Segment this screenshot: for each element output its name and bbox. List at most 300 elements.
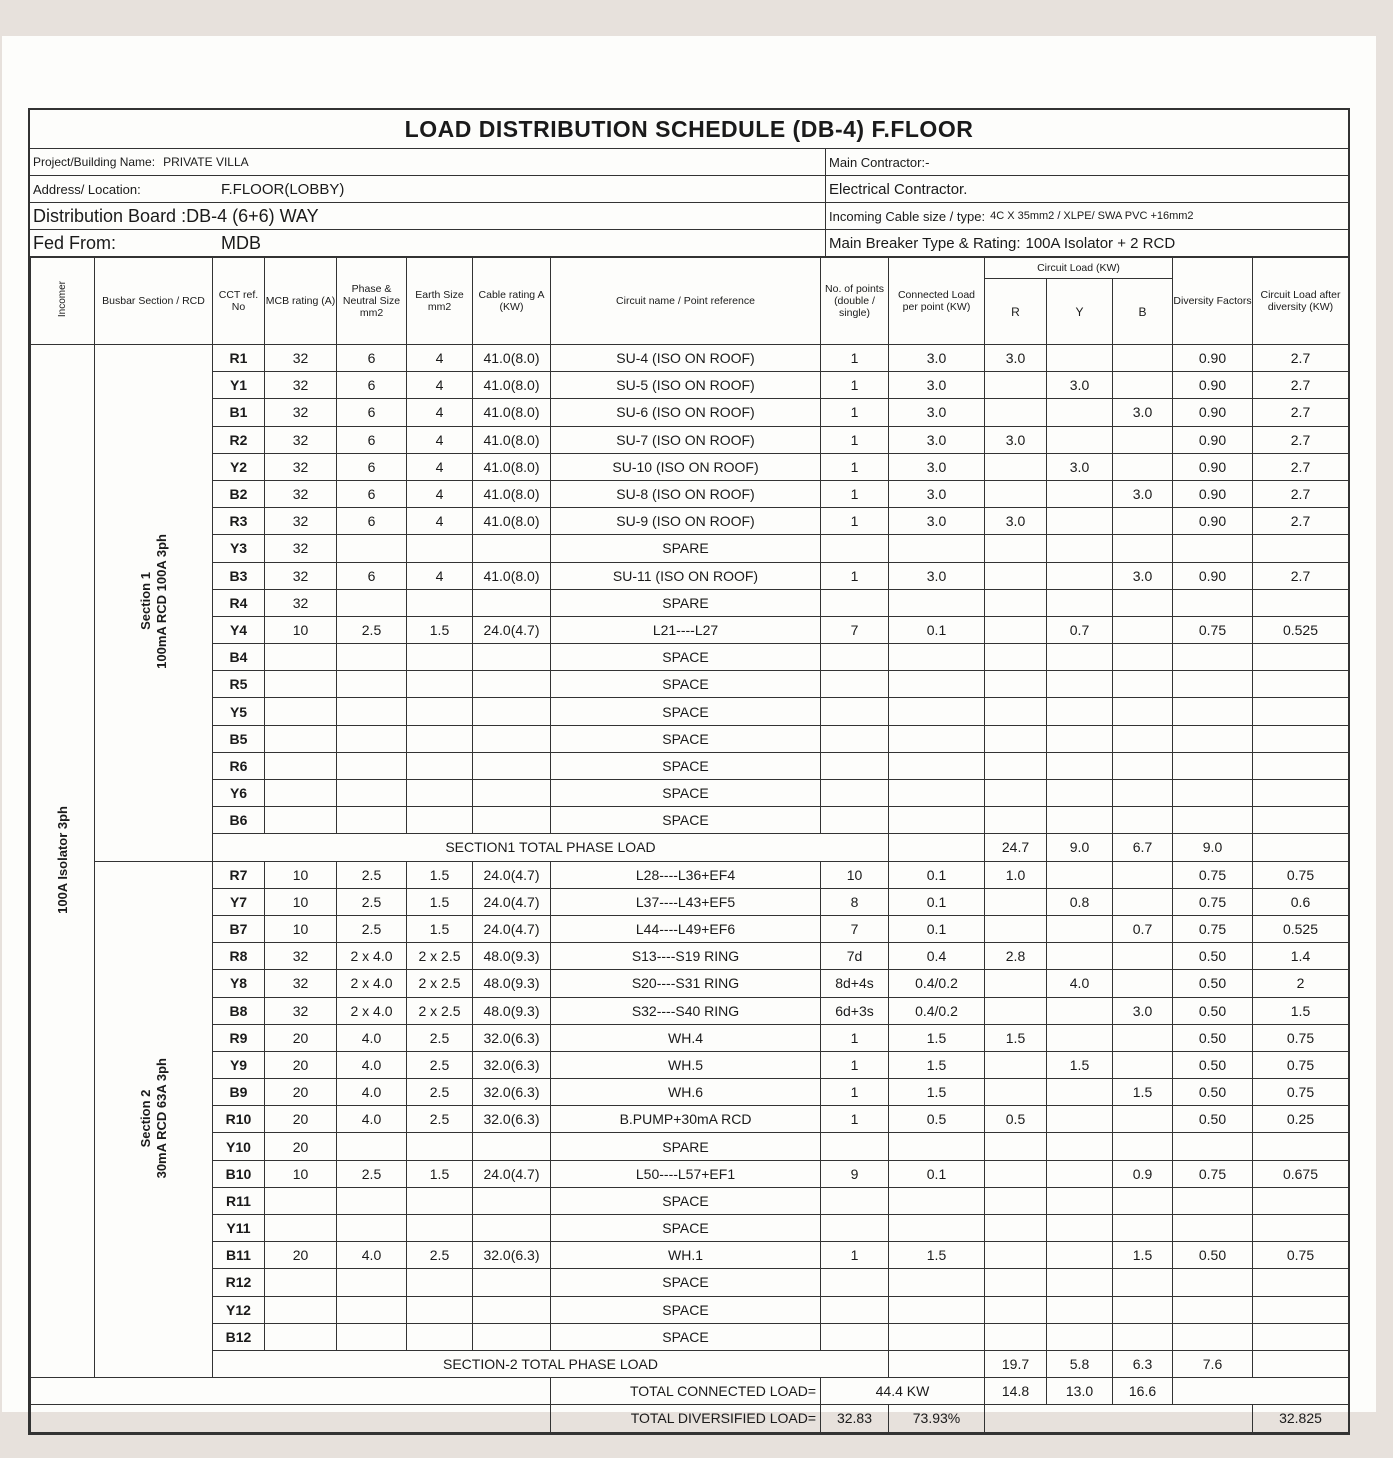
cell-after xyxy=(1253,752,1349,779)
cell-r xyxy=(985,1323,1047,1350)
section-total-y: 6.3 xyxy=(1113,1350,1173,1377)
cell-b xyxy=(1113,345,1173,372)
cell-mcb xyxy=(265,1215,337,1242)
table-row xyxy=(31,508,1349,535)
cell-pts xyxy=(821,589,889,616)
cell-b: 0.7 xyxy=(1113,915,1173,942)
cell-phase xyxy=(337,752,407,779)
cell-y xyxy=(1047,1323,1113,1350)
cell-name: SU-8 (ISO ON ROOF) xyxy=(551,480,821,507)
cell-name: SPARE xyxy=(551,1133,821,1160)
cell-cable: 41.0(8.0) xyxy=(473,426,551,453)
cct-ref: R8 xyxy=(213,943,265,970)
cell-phase: 6 xyxy=(337,562,407,589)
cell-name: SPACE xyxy=(551,807,821,834)
cell-pts: 8d+4s xyxy=(821,970,889,997)
table-row xyxy=(31,943,1349,970)
cell-load xyxy=(889,589,985,616)
cell-cable xyxy=(473,1133,551,1160)
cell-b xyxy=(1113,780,1173,807)
cell-pts: 1 xyxy=(821,480,889,507)
section-total-b: 7.6 xyxy=(1173,1350,1253,1377)
cell-after: 0.75 xyxy=(1253,1079,1349,1106)
cell-df xyxy=(1173,698,1253,725)
cell-earth: 2.5 xyxy=(407,1106,473,1133)
cell-mcb: 32 xyxy=(265,970,337,997)
db-label: Distribution Board :DB-4 (6+6) WAY xyxy=(33,205,319,226)
table-row xyxy=(31,1133,1349,1160)
header-earth: Earth Size mm2 xyxy=(407,258,473,345)
cell-y xyxy=(1047,725,1113,752)
cell-phase: 6 xyxy=(337,399,407,426)
cell-r xyxy=(985,1079,1047,1106)
cell-name: SPARE xyxy=(551,535,821,562)
header-connected: Connected Load per point (KW) xyxy=(889,258,985,345)
cell-after xyxy=(1253,535,1349,562)
cell-r: 3.0 xyxy=(985,345,1047,372)
cell-phase: 2 x 4.0 xyxy=(337,970,407,997)
cell-after xyxy=(1253,807,1349,834)
cell-load: 3.0 xyxy=(889,426,985,453)
cct-ref: Y9 xyxy=(213,1051,265,1078)
cell-mcb: 10 xyxy=(265,616,337,643)
cell-y xyxy=(1047,1106,1113,1133)
cct-ref: Y7 xyxy=(213,888,265,915)
cell-y: 3.0 xyxy=(1047,372,1113,399)
cell-b xyxy=(1113,426,1173,453)
cell-name: SPACE xyxy=(551,698,821,725)
cell-b: 3.0 xyxy=(1113,480,1173,507)
cell-phase xyxy=(337,725,407,752)
cell-b xyxy=(1113,453,1173,480)
cell-after xyxy=(1253,1296,1349,1323)
cell-name: WH.1 xyxy=(551,1242,821,1269)
cell-r xyxy=(985,399,1047,426)
cell-mcb: 10 xyxy=(265,915,337,942)
info-row-address xyxy=(30,176,1348,203)
cell-after: 0.675 xyxy=(1253,1160,1349,1187)
cct-ref: B10 xyxy=(213,1160,265,1187)
cell-mcb: 10 xyxy=(265,861,337,888)
cell-df xyxy=(1173,671,1253,698)
cell-r: 3.0 xyxy=(985,426,1047,453)
cell-after: 0.75 xyxy=(1253,861,1349,888)
cct-ref: B2 xyxy=(213,480,265,507)
cell-load: 1.5 xyxy=(889,1079,985,1106)
cell-pts: 1 xyxy=(821,562,889,589)
cell-b: 3.0 xyxy=(1113,562,1173,589)
cell-pts: 1 xyxy=(821,399,889,426)
cell-cable: 41.0(8.0) xyxy=(473,399,551,426)
cell-df: 0.50 xyxy=(1173,1106,1253,1133)
header-after: Circuit Load after diversity (KW) xyxy=(1253,258,1349,345)
cell-phase: 4.0 xyxy=(337,1051,407,1078)
cell-after: 0.525 xyxy=(1253,915,1349,942)
cell-earth: 2 x 2.5 xyxy=(407,970,473,997)
cell-load xyxy=(889,644,985,671)
incoming-label: Incoming Cable size / type: xyxy=(829,208,986,224)
cell-after xyxy=(1253,1323,1349,1350)
section-label xyxy=(138,534,170,669)
cell-b xyxy=(1113,888,1173,915)
cell-mcb: 32 xyxy=(265,508,337,535)
cell-df xyxy=(1173,1296,1253,1323)
cell-earth: 4 xyxy=(407,508,473,535)
cell-mcb xyxy=(265,1187,337,1214)
cct-ref: B7 xyxy=(213,915,265,942)
cell-earth xyxy=(407,535,473,562)
cell-after: 1.5 xyxy=(1253,997,1349,1024)
breaker-label: Main Breaker Type & Rating: xyxy=(829,234,1021,252)
cct-ref: B5 xyxy=(213,725,265,752)
cell-mcb xyxy=(265,1323,337,1350)
cell-load: 3.0 xyxy=(889,480,985,507)
cell-name: SPACE xyxy=(551,1269,821,1296)
cell-cable xyxy=(473,752,551,779)
cell-df: 0.50 xyxy=(1173,1024,1253,1051)
cell-load xyxy=(889,1296,985,1323)
grand-blank xyxy=(31,1378,551,1405)
cell-b xyxy=(1113,943,1173,970)
cell-after xyxy=(1253,1215,1349,1242)
cell-earth xyxy=(407,1187,473,1214)
section-total-df xyxy=(1253,1350,1349,1377)
cell-earth xyxy=(407,752,473,779)
cell-pts xyxy=(821,807,889,834)
total-connected-y: 13.0 xyxy=(1047,1378,1113,1405)
cell-y xyxy=(1047,1242,1113,1269)
cell-earth xyxy=(407,1323,473,1350)
cell-mcb xyxy=(265,752,337,779)
cell-name: SPARE xyxy=(551,589,821,616)
table-row xyxy=(31,1323,1349,1350)
cell-pts xyxy=(821,780,889,807)
schedule-document xyxy=(28,108,1350,1435)
cell-mcb: 32 xyxy=(265,399,337,426)
cell-b xyxy=(1113,1024,1173,1051)
cell-r xyxy=(985,1242,1047,1269)
cell-b xyxy=(1113,508,1173,535)
cell-name: SU-11 (ISO ON ROOF) xyxy=(551,562,821,589)
table-row xyxy=(31,616,1349,643)
cell-r xyxy=(985,671,1047,698)
cct-ref: B9 xyxy=(213,1079,265,1106)
cell-b xyxy=(1113,372,1173,399)
cell-mcb xyxy=(265,1269,337,1296)
cell-y xyxy=(1047,1160,1113,1187)
cell-earth: 2.5 xyxy=(407,1242,473,1269)
cell-cable xyxy=(473,1323,551,1350)
cell-y xyxy=(1047,1187,1113,1214)
cell-b xyxy=(1113,1133,1173,1160)
cell-r xyxy=(985,480,1047,507)
cell-r xyxy=(985,888,1047,915)
cell-phase xyxy=(337,1269,407,1296)
incomer-cell xyxy=(31,345,95,1378)
cell-y xyxy=(1047,589,1113,616)
table-row xyxy=(31,1024,1349,1051)
cell-name: SPACE xyxy=(551,1323,821,1350)
section-total-load: 24.7 xyxy=(985,834,1047,861)
cell-mcb: 32 xyxy=(265,345,337,372)
cell-pts xyxy=(821,752,889,779)
cell-phase xyxy=(337,1187,407,1214)
total-diversified-label: TOTAL DIVERSIFIED LOAD= xyxy=(551,1405,821,1432)
cell-df: 0.75 xyxy=(1173,888,1253,915)
cell-b xyxy=(1113,644,1173,671)
cell-r: 0.5 xyxy=(985,1106,1047,1133)
header-points: No. of points (double / single) xyxy=(821,258,889,345)
cell-name: L50----L57+EF1 xyxy=(551,1160,821,1187)
cell-cable: 24.0(4.7) xyxy=(473,888,551,915)
cell-cable: 32.0(6.3) xyxy=(473,1079,551,1106)
cell-r xyxy=(985,562,1047,589)
cell-y: 1.5 xyxy=(1047,1051,1113,1078)
table-row xyxy=(31,589,1349,616)
header-phase: Phase & Neutral Size mm2 xyxy=(337,258,407,345)
cct-ref: B4 xyxy=(213,644,265,671)
cct-ref: R1 xyxy=(213,345,265,372)
cct-ref: Y10 xyxy=(213,1133,265,1160)
cell-name: SPACE xyxy=(551,671,821,698)
grand-blank-right xyxy=(1173,1378,1349,1405)
cct-ref: R10 xyxy=(213,1106,265,1133)
table-row xyxy=(31,399,1349,426)
table-row xyxy=(31,562,1349,589)
cell-after xyxy=(1253,1269,1349,1296)
cct-ref: R3 xyxy=(213,508,265,535)
cell-load: 1.5 xyxy=(889,1242,985,1269)
cell-pts: 1 xyxy=(821,372,889,399)
cell-name: SU-10 (ISO ON ROOF) xyxy=(551,453,821,480)
cell-pts: 7 xyxy=(821,616,889,643)
cell-earth xyxy=(407,644,473,671)
cell-r: 3.0 xyxy=(985,508,1047,535)
cell-name: SPACE xyxy=(551,644,821,671)
cct-ref: Y1 xyxy=(213,372,265,399)
cell-b xyxy=(1113,752,1173,779)
cell-y xyxy=(1047,1133,1113,1160)
cell-cable: 41.0(8.0) xyxy=(473,345,551,372)
cell-r xyxy=(985,807,1047,834)
cell-after xyxy=(1253,1187,1349,1214)
cell-phase: 6 xyxy=(337,480,407,507)
cell-pts xyxy=(821,1323,889,1350)
cell-after: 2.7 xyxy=(1253,372,1349,399)
cell-b xyxy=(1113,535,1173,562)
total-connected-label: TOTAL CONNECTED LOAD= xyxy=(551,1378,821,1405)
cell-pts xyxy=(821,698,889,725)
total-connected-r: 14.8 xyxy=(985,1378,1047,1405)
cell-y: 3.0 xyxy=(1047,453,1113,480)
cell-cable xyxy=(473,1215,551,1242)
cell-pts xyxy=(821,644,889,671)
cell-load xyxy=(889,752,985,779)
cell-pts: 1 xyxy=(821,453,889,480)
cell-pts: 1 xyxy=(821,345,889,372)
cell-df: 0.50 xyxy=(1173,970,1253,997)
incomer-label: 100A Isolator 3ph xyxy=(54,805,70,914)
cell-name: SPACE xyxy=(551,1187,821,1214)
table-row xyxy=(31,426,1349,453)
cell-after xyxy=(1253,698,1349,725)
cell-r xyxy=(985,616,1047,643)
cell-earth: 1.5 xyxy=(407,616,473,643)
cell-earth: 2.5 xyxy=(407,1079,473,1106)
cell-y xyxy=(1047,780,1113,807)
section-label-cell xyxy=(95,861,213,1378)
table-row xyxy=(31,480,1349,507)
cell-after: 0.75 xyxy=(1253,1051,1349,1078)
cell-pts xyxy=(821,1187,889,1214)
cell-cable xyxy=(473,1296,551,1323)
cell-mcb: 20 xyxy=(265,1133,337,1160)
cell-earth: 4 xyxy=(407,453,473,480)
cell-earth: 4 xyxy=(407,345,473,372)
electrical-contractor-label: Electrical Contractor. xyxy=(829,180,968,198)
table-row xyxy=(31,752,1349,779)
cell-r xyxy=(985,372,1047,399)
cell-cable: 48.0(9.3) xyxy=(473,943,551,970)
cell-phase: 4.0 xyxy=(337,1079,407,1106)
cell-mcb: 32 xyxy=(265,997,337,1024)
cell-name: SU-4 (ISO ON ROOF) xyxy=(551,345,821,372)
header-busbar: Busbar Section / RCD xyxy=(95,258,213,345)
cell-cable xyxy=(473,1187,551,1214)
header-mcb: MCB rating (A) xyxy=(265,258,337,345)
cell-name: S20----S31 RING xyxy=(551,970,821,997)
cell-cable xyxy=(473,589,551,616)
cct-ref: Y4 xyxy=(213,616,265,643)
cell-r xyxy=(985,915,1047,942)
cell-mcb: 32 xyxy=(265,589,337,616)
cell-y xyxy=(1047,399,1113,426)
cell-df xyxy=(1173,1215,1253,1242)
cell-load xyxy=(889,535,985,562)
cell-cable xyxy=(473,725,551,752)
info-row-project xyxy=(30,149,1348,176)
cell-y xyxy=(1047,345,1113,372)
cell-y xyxy=(1047,1269,1113,1296)
cell-r: 1.0 xyxy=(985,861,1047,888)
cell-pts: 6d+3s xyxy=(821,997,889,1024)
cell-y xyxy=(1047,1296,1113,1323)
cell-name: WH.4 xyxy=(551,1024,821,1051)
cell-after xyxy=(1253,1133,1349,1160)
cell-pts xyxy=(821,535,889,562)
cell-load: 3.0 xyxy=(889,399,985,426)
cell-phase: 6 xyxy=(337,372,407,399)
cell-earth xyxy=(407,698,473,725)
cell-earth xyxy=(407,725,473,752)
cell-after: 2.7 xyxy=(1253,453,1349,480)
cell-earth: 4 xyxy=(407,562,473,589)
cell-earth: 1.5 xyxy=(407,888,473,915)
cell-pts: 1 xyxy=(821,508,889,535)
cell-cable: 41.0(8.0) xyxy=(473,562,551,589)
cell-y xyxy=(1047,508,1113,535)
cell-b xyxy=(1113,861,1173,888)
cell-phase xyxy=(337,780,407,807)
cell-pts xyxy=(821,1215,889,1242)
cell-name: S13----S19 RING xyxy=(551,943,821,970)
cell-cable: 41.0(8.0) xyxy=(473,372,551,399)
cell-df: 0.75 xyxy=(1173,915,1253,942)
cell-df: 0.50 xyxy=(1173,1051,1253,1078)
cell-df xyxy=(1173,589,1253,616)
cell-phase xyxy=(337,671,407,698)
cell-mcb xyxy=(265,671,337,698)
cell-cable xyxy=(473,671,551,698)
cell-cable: 41.0(8.0) xyxy=(473,508,551,535)
cell-phase xyxy=(337,1215,407,1242)
cell-y xyxy=(1047,480,1113,507)
cell-name: SPACE xyxy=(551,752,821,779)
cell-df: 0.90 xyxy=(1173,345,1253,372)
cell-earth: 2.5 xyxy=(407,1051,473,1078)
cell-mcb xyxy=(265,698,337,725)
cell-after xyxy=(1253,725,1349,752)
section-total-r: 5.8 xyxy=(1047,1350,1113,1377)
cell-load: 3.0 xyxy=(889,453,985,480)
cell-phase xyxy=(337,535,407,562)
cell-phase: 2.5 xyxy=(337,915,407,942)
cell-r xyxy=(985,535,1047,562)
cell-y xyxy=(1047,535,1113,562)
cell-load xyxy=(889,1187,985,1214)
cell-mcb: 20 xyxy=(265,1024,337,1051)
cell-earth xyxy=(407,1215,473,1242)
project-value: PRIVATE VILLA xyxy=(163,155,249,169)
cell-name: L28----L36+EF4 xyxy=(551,861,821,888)
table-row xyxy=(31,970,1349,997)
cell-r xyxy=(985,1187,1047,1214)
total-diversified-after: 32.825 xyxy=(1253,1405,1349,1432)
cell-after: 0.75 xyxy=(1253,1024,1349,1051)
cell-load xyxy=(889,807,985,834)
grand-connected-row xyxy=(31,1378,1349,1405)
cell-b: 1.5 xyxy=(1113,1242,1173,1269)
table-row xyxy=(31,1079,1349,1106)
cct-ref: R2 xyxy=(213,426,265,453)
cell-name: B.PUMP+30mA RCD xyxy=(551,1106,821,1133)
cell-r xyxy=(985,1215,1047,1242)
cell-earth: 4 xyxy=(407,480,473,507)
cell-df: 0.50 xyxy=(1173,997,1253,1024)
section-total-points xyxy=(889,1350,985,1377)
section-name: Section 2 xyxy=(137,1088,153,1147)
cell-mcb: 32 xyxy=(265,562,337,589)
cell-phase xyxy=(337,644,407,671)
cell-b xyxy=(1113,1323,1173,1350)
cell-load: 0.4/0.2 xyxy=(889,997,985,1024)
cct-ref: Y5 xyxy=(213,698,265,725)
incoming-value: 4C X 35mm2 / XLPE/ SWA PVC +16mm2 xyxy=(990,210,1194,222)
cell-earth: 1.5 xyxy=(407,1160,473,1187)
cell-name: WH.5 xyxy=(551,1051,821,1078)
cell-phase xyxy=(337,589,407,616)
cell-earth: 1.5 xyxy=(407,861,473,888)
cell-earth xyxy=(407,1133,473,1160)
cell-y xyxy=(1047,1215,1113,1242)
cell-df: 0.90 xyxy=(1173,399,1253,426)
address-value: F.FLOOR(LOBBY) xyxy=(221,180,345,198)
section-total-r: 9.0 xyxy=(1047,834,1113,861)
cell-earth: 2 x 2.5 xyxy=(407,943,473,970)
cell-y xyxy=(1047,861,1113,888)
cell-load: 0.1 xyxy=(889,1160,985,1187)
table-row xyxy=(31,725,1349,752)
